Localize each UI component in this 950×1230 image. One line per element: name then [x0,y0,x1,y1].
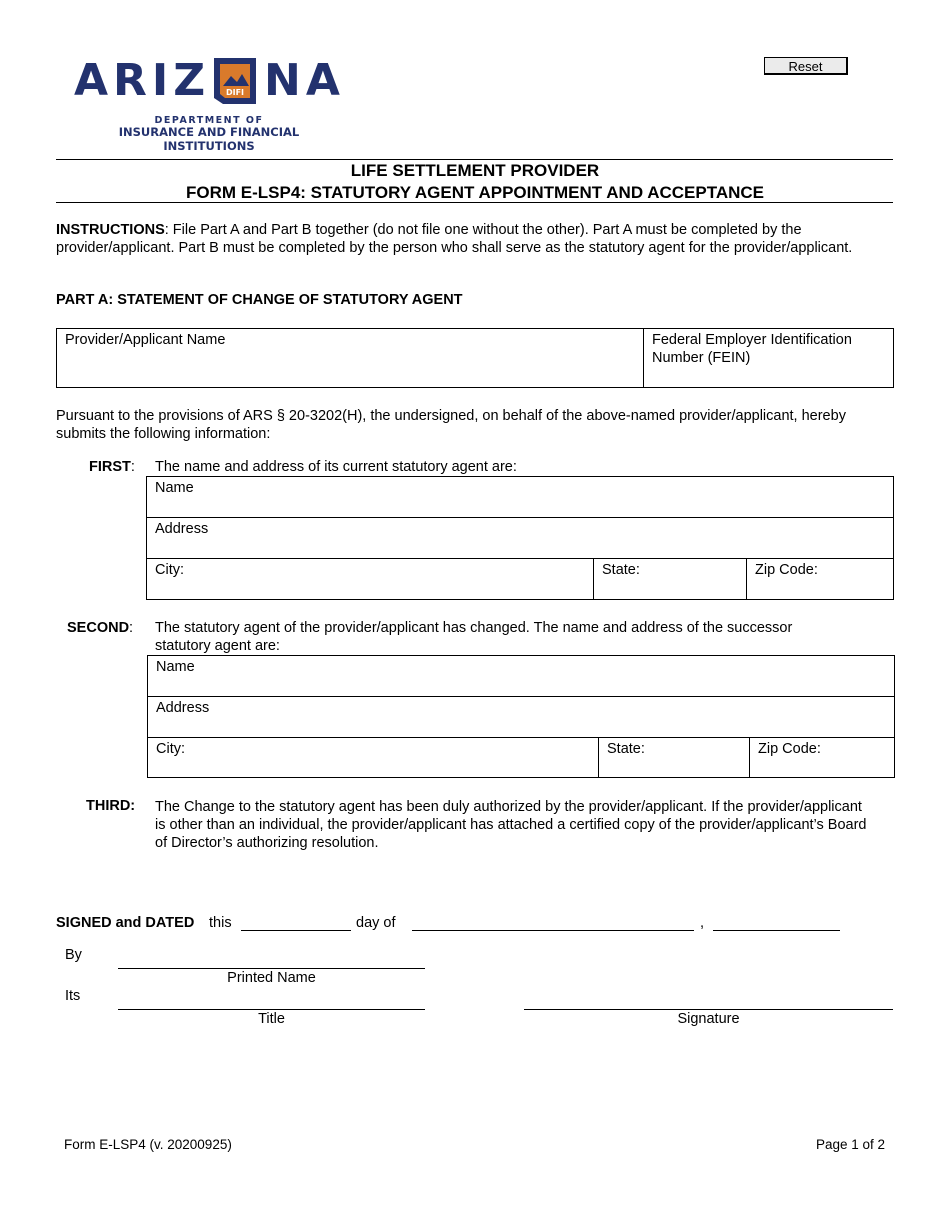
fein-label-line1: Federal Employer Identification [652,332,852,348]
first-agent-zip-field[interactable] [746,558,894,600]
first-name-label: Name [155,480,194,496]
instructions-label: INSTRUCTIONS [56,222,165,238]
footer-page-number: Page 1 of 2 [815,1137,885,1152]
signed-day-of-word: day of [356,915,396,931]
fein-field[interactable] [643,328,894,388]
form-title-line2: FORM E-LSP4: STATUTORY AGENT APPOINTMENT AND ACCEPTANCE [185,183,764,202]
arizona-state-icon [211,56,259,106]
signed-dated-label: SIGNED and DATED [56,915,195,931]
first-agent-state-field[interactable] [593,558,747,600]
instructions-paragraph [56,221,876,257]
pursuant-paragraph: Pursuant to the provisions of ARS § 20-3202(H), the undersigned, on behalf of the above-named provider/applicant, hereby submits the following information: [56,408,846,442]
title-caption: Title [258,1011,285,1027]
title-top-rule [56,159,893,160]
first-agent-address-field[interactable] [146,517,894,559]
provider-name-label: Provider/Applicant Name [65,332,226,348]
signed-this-word: this [209,915,232,931]
first-zip-label: Zip Code: [755,562,818,578]
logo-word-left: ARIZ [74,55,211,106]
logo-badge-text: DIFI [225,88,245,97]
second-agent-name-field[interactable] [147,655,895,697]
second-city-label: City: [156,741,185,757]
second-agent-city-field[interactable] [147,737,599,778]
second-state-label: State: [607,741,645,757]
second-description-line2: statutory agent are: [155,638,280,654]
provider-name-field[interactable] [56,328,644,388]
signature-caption: Signature [677,1011,740,1027]
printed-name-caption: Printed Name [227,970,316,986]
second-name-label: Name [156,659,195,675]
logo-department-line: DEPARTMENT OF [154,115,264,126]
second-description-line1: The statutory agent of the provider/applicant has changed. The name and address of the successor [155,620,793,636]
reset-button[interactable]: Reset [764,57,848,75]
third-label: THIRD: [86,798,136,814]
second-label: SECOND [67,620,130,636]
first-label: FIRST [89,459,131,475]
first-heading [89,459,135,475]
signed-comma: , [700,915,705,931]
logo-institution-line: INSURANCE AND FINANCIAL INSTITUTIONS [118,125,300,153]
first-description: The name and address of its current statutory agent are: [155,459,517,475]
printed-name-input[interactable] [118,968,425,969]
footer-form-version: Form E-LSP4 (v. 20200925) [64,1137,232,1152]
first-agent-city-field[interactable] [146,558,594,600]
first-state-label: State: [602,562,640,578]
second-agent-zip-field[interactable] [749,737,895,778]
agency-logo [74,55,345,153]
form-title-line1: LIFE SETTLEMENT PROVIDER [350,161,600,180]
part-a-heading: PART A: STATEMENT OF CHANGE OF STATUTORY AGENT [56,292,463,308]
fein-label-line2: Number (FEIN) [652,350,751,366]
second-colon: : [129,620,134,636]
second-agent-state-field[interactable] [598,737,750,778]
by-label: By [65,947,82,963]
first-city-label: City: [155,562,184,578]
second-agent-address-field[interactable] [147,696,895,738]
title-bottom-rule [56,202,893,203]
first-colon: : [130,459,135,475]
second-address-label: Address [156,700,210,716]
signed-year-input[interactable] [713,930,840,931]
its-label: Its [65,988,81,1004]
third-description: The Change to the statutory agent has been duly authorized by the provider/applicant. If the provider/applicant is other than an individual, the provider/applicant has attached a certified copy of the provider/applicant’s Board of Director’s authorizing resolution. [155,799,867,851]
signed-day-input[interactable] [241,930,351,931]
logo-word-right: NA [264,55,345,106]
first-agent-name-field[interactable] [146,476,894,518]
first-address-label: Address [155,521,209,537]
signed-month-input[interactable] [412,930,694,931]
title-input[interactable] [118,1009,425,1010]
signed-dated-row [56,915,856,935]
second-zip-label: Zip Code: [758,741,821,757]
instructions-text: : File Part A and Part B together (do not file one without the other). Part A must be completed by the provider/applicant. Part B must be completed by the person who shall serve as the statutory agent for the provider/applicant. [56,222,853,256]
second-heading [67,620,133,636]
signature-input[interactable] [524,1009,893,1010]
